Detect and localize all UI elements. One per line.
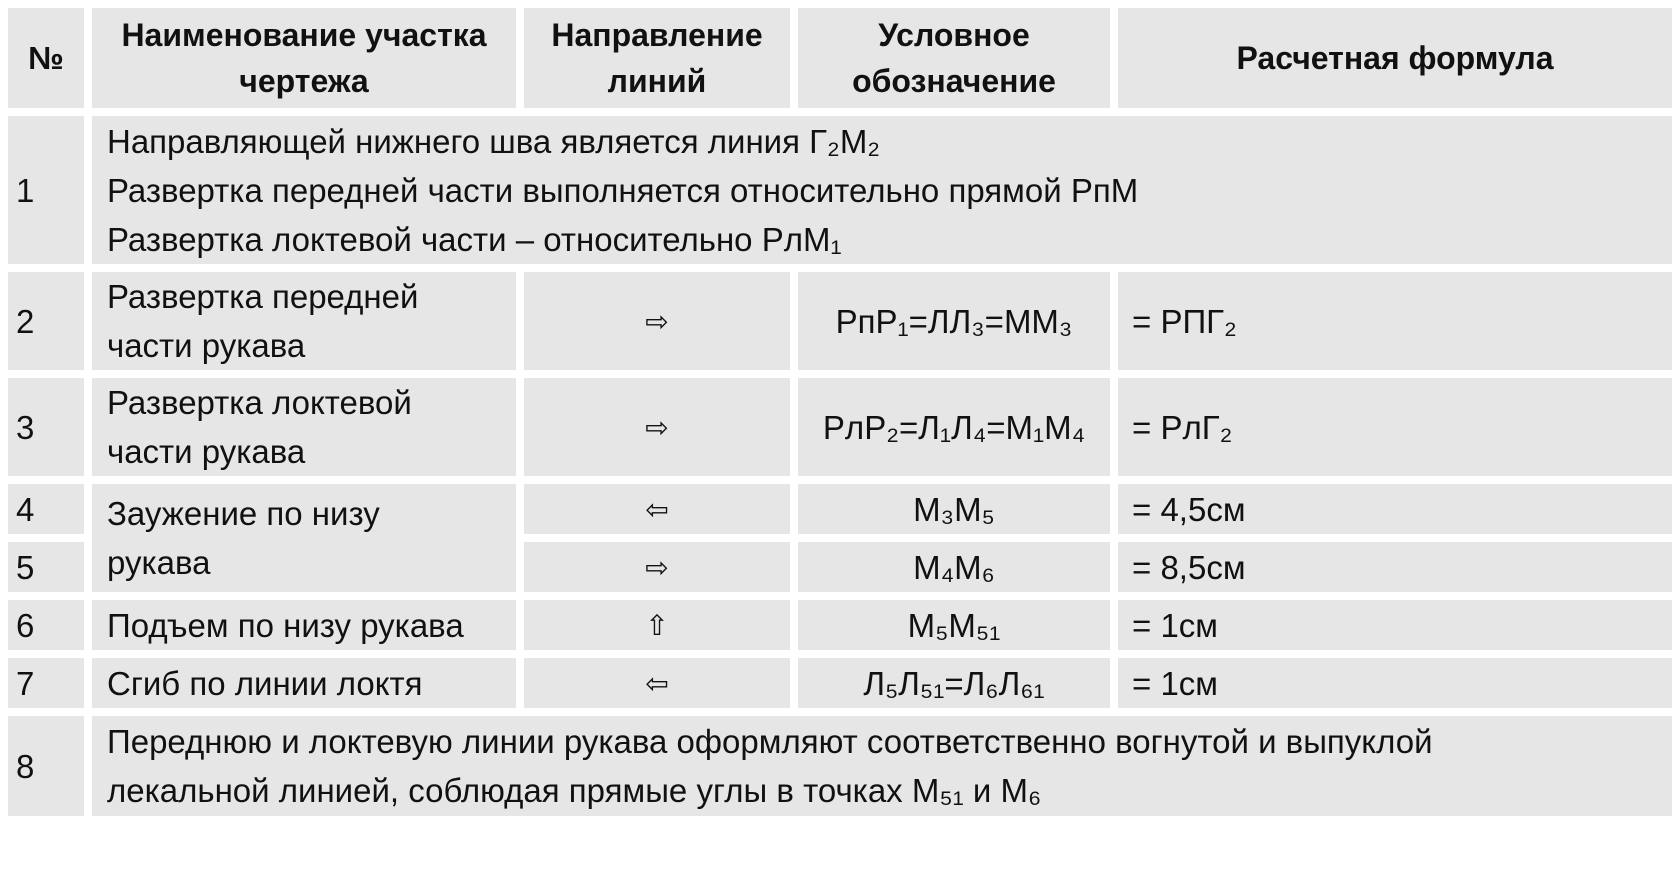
row-6-direction-arrow-icon: ⇧ xyxy=(524,600,790,650)
row-3-symbol: РлР₂=Л₁Л₄=М₁М₄ xyxy=(798,378,1110,476)
header-num: № xyxy=(8,8,84,108)
row-8-num: 8 xyxy=(8,716,84,816)
header-symbol: Условное обозначение xyxy=(798,8,1110,108)
row-8-line-2: лекальной линией, соблюдая прямые углы в точках М₅₁ и М₆ xyxy=(107,772,1042,809)
header-direction: Направление линий xyxy=(524,8,790,108)
row-1-line-3: Развертка локтевой части – относительно РлМ₁ xyxy=(107,220,842,258)
row-5-num: 5 xyxy=(8,542,84,592)
row-1-line-2: Развертка передней части выполняется относительно прямой РпМ xyxy=(107,171,1139,209)
row-7-name: Сгиб по линии локтя xyxy=(92,658,516,708)
row-4-direction-arrow-icon: ⇦ xyxy=(524,484,790,534)
row-4-num: 4 xyxy=(8,484,84,534)
row-7-symbol: Л₅Л₅₁=Л₆Л₆₁ xyxy=(798,658,1110,708)
row-3-formula: = РлГ₂ xyxy=(1118,378,1672,476)
row-5-formula: = 8,5см xyxy=(1118,542,1672,592)
row-2-num: 2 xyxy=(8,272,84,370)
row-2-name: Развертка передней части рукава xyxy=(92,272,516,370)
row-7-direction-arrow-icon: ⇦ xyxy=(524,658,790,708)
header-formula: Расчетная формула xyxy=(1118,8,1672,108)
row-7-formula: = 1см xyxy=(1118,658,1672,708)
header-name: Наименование участка чертежа xyxy=(92,8,516,108)
row-8-note xyxy=(92,716,1672,816)
row-8-line-1: Переднюю и локтевую линии рукава оформляют соответственно вогнутой и выпуклой xyxy=(107,723,1433,760)
row-6-formula: = 1см xyxy=(1118,600,1672,650)
row-3-direction-arrow-icon: ⇨ xyxy=(524,378,790,476)
row-2-direction-arrow-icon: ⇨ xyxy=(524,272,790,370)
row-2-formula: = РПГ₂ xyxy=(1118,272,1672,370)
row-6-name: Подъем по низу рукава xyxy=(92,600,516,650)
row-1-line-1: Направляющей нижнего шва является линия Г₂М₂ xyxy=(107,122,881,160)
row-3-num: 3 xyxy=(8,378,84,476)
row-1-num: 1 xyxy=(8,116,84,264)
row-6-num: 6 xyxy=(8,600,84,650)
row-1-note xyxy=(92,116,1672,264)
row-5-symbol: М₄М₆ xyxy=(798,542,1110,592)
row-4-symbol: М₃М₅ xyxy=(798,484,1110,534)
row-4-5-name: Заужение по низу рукава xyxy=(92,484,516,592)
row-7-num: 7 xyxy=(8,658,84,708)
row-6-symbol: М₅М₅₁ xyxy=(798,600,1110,650)
row-3-name: Развертка локтевой части рукава xyxy=(92,378,516,476)
row-2-symbol: РпР₁=ЛЛ₃=ММ₃ xyxy=(798,272,1110,370)
row-5-direction-arrow-icon: ⇨ xyxy=(524,542,790,592)
row-4-formula: = 4,5см xyxy=(1118,484,1672,534)
